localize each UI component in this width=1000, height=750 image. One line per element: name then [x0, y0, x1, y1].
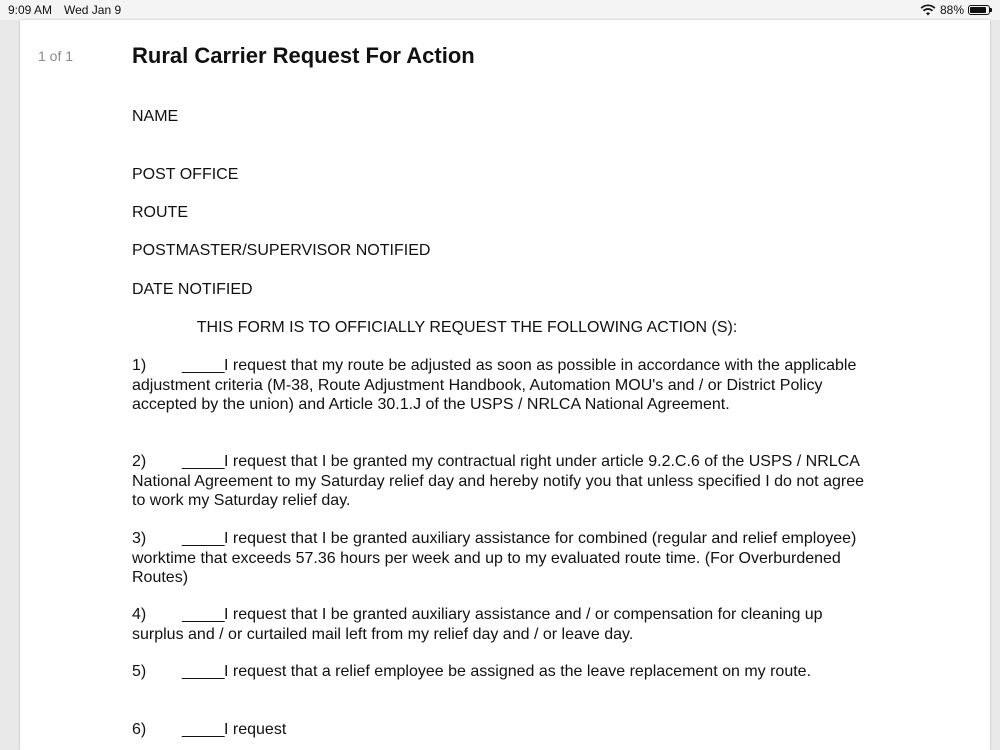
item-blank: _____	[182, 721, 224, 738]
item-text: I request that my route be adjusted as soon as possible in accordance with the applicable adjustment criteria (M-38, Route Adjustment Handbook, Automation MOU's and / or District Policy accepted by the union) and Article 30.1.J of the USPS / NRLCA National Agreement.	[132, 357, 857, 413]
item-number: 3)	[132, 530, 147, 547]
document-page[interactable]	[20, 20, 990, 750]
item-text: I request	[224, 721, 287, 738]
request-item-4	[132, 605, 872, 644]
field-name: NAME	[132, 108, 179, 125]
request-item-1	[132, 356, 872, 415]
item-number: 6)	[132, 721, 147, 738]
item-blank: _____	[182, 453, 224, 470]
field-post-office: POST OFFICE	[132, 166, 239, 183]
request-item-3	[132, 529, 872, 588]
request-item-5	[132, 662, 872, 682]
item-blank: _____	[182, 663, 224, 680]
item-text: I request that I be granted auxiliary assistance and / or compensation for cleaning up surplus and / or curtailed mail left from my relief day and / or leave day.	[132, 606, 823, 643]
document-title: Rural Carrier Request For Action	[132, 43, 475, 68]
field-date-notified: DATE NOTIFIED	[132, 281, 253, 298]
field-route: ROUTE	[132, 204, 188, 221]
wifi-icon	[920, 4, 936, 16]
request-item-6	[132, 720, 872, 740]
item-number: 1)	[132, 357, 147, 374]
item-blank: _____	[182, 530, 224, 547]
item-number: 5)	[132, 663, 147, 680]
form-intro: THIS FORM IS TO OFFICIALLY REQUEST THE FOLLOWING ACTION (S):	[196, 319, 738, 336]
battery-icon	[968, 5, 990, 15]
item-text: I request that I be granted my contractual right under article 9.2.C.6 of the USPS / NRLCA National Agreement to my Saturday relief day and hereby notify you that unless specified I do not agree to work my Saturday relief day.	[132, 453, 864, 509]
field-postmaster-notified: POSTMASTER/SUPERVISOR NOTIFIED	[132, 242, 431, 259]
item-text: I request that a relief employee be assigned as the leave replacement on my route.	[224, 663, 812, 680]
item-blank: _____	[182, 357, 224, 374]
item-text: I request that I be granted auxiliary assistance for combined (regular and relief employee) worktime that exceeds 57.36 hours per week and up to my evaluated route time. (For Overburdened Routes)	[132, 530, 857, 586]
item-blank: _____	[182, 606, 224, 623]
request-item-2	[132, 452, 872, 511]
status-bar	[0, 0, 1000, 20]
status-time: 9:09 AM	[8, 3, 53, 17]
battery-fill	[970, 7, 986, 13]
document-body	[132, 42, 892, 738]
page-indicator: 1 of 1	[38, 48, 74, 64]
status-date: Wed Jan 9	[64, 3, 122, 17]
item-number: 2)	[132, 453, 147, 470]
battery-percent: 88%	[939, 3, 964, 17]
status-right	[920, 0, 990, 20]
item-number: 4)	[132, 606, 147, 623]
